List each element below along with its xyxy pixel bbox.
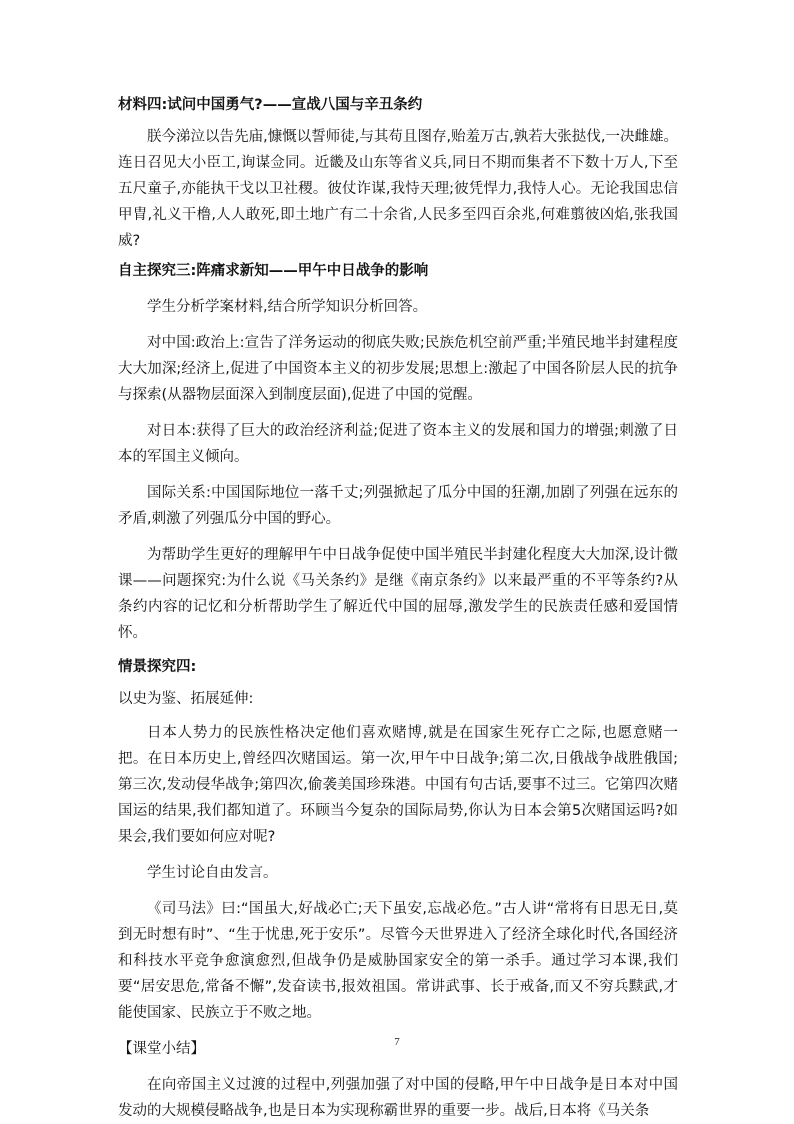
explore3-japan: 对日本:获得了巨大的政治经济利益;促进了资本主义的发展和国力的增强;刺激了日本的军国主义倾向。 — [118, 423, 678, 465]
scene4-heading: 情景探究四: — [118, 659, 197, 675]
page-number: 7 — [394, 1036, 400, 1048]
explore3-microclass: 为帮助学生更好的理解甲午中日战争促使中国半殖民半封建化程度大大加深,设计微课——问题探究:为什么说《马关条约》是继《南京条约》以来最严重的不平等条约?从条约内容的记忆和分析帮助学生了解近代中国的屈辱,激发学生的民族责任感和爱国情怀。 — [118, 547, 678, 641]
page-content — [118, 92, 678, 1124]
explore3-heading: 自主探究三:阵痛求新知——甲午中日战争的影响 — [118, 263, 429, 279]
summary-text: 在向帝国主义过渡的过程中,列强加强了对中国的侵略,甲午中日战争是日本对中国发动的大规模侵略战争,也是日本为实现称霸世界的重要一步。战后,日本将《马关条 — [118, 1077, 678, 1119]
material4-heading: 材料四:试问中国勇气?——宣战八国与辛丑条约 — [118, 97, 423, 113]
explore3-intl: 国际关系:中国国际地位一落千丈;列强掀起了瓜分中国的狂潮,加剧了列强在远东的矛盾,刺激了列强瓜分中国的野心。 — [118, 485, 678, 527]
scene4-quote: 《司马法》曰:“国虽大,好战必亡;天下虽安,忘战必危。”古人讲“常将有日思无日,莫到无时想有时”、“生于忧患,死于安乐”。尽管今天世界进入了经济全球化时代,各国经济和科技水平竞争愈演愈烈,但战争仍是威胁国家安全的第一杀手。通过学习本课,我们要“居安思危,常备不懈”,发奋读书,报效祖国。常讲武事、长于戒备,而又不穷兵黩武,才能使国家、民族立于不败之地。 — [118, 901, 678, 1021]
scene4-discussion: 学生讨论自由发言。 — [147, 865, 278, 881]
explore3-intro: 学生分析学案材料,结合所学知识分析回答。 — [147, 299, 428, 315]
summary-heading: 【课堂小结】 — [118, 1041, 205, 1057]
explore3-china: 对中国:政治上:宣告了洋务运动的彻底失败;民族危机空前严重;半殖民地半封建程度大大加深;经济上,促进了中国资本主义的初步发展;思想上:激起了中国各阶层人民的抗争与探索(从器物层面深入到制度层面),促进了中国的觉醒。 — [118, 335, 678, 403]
material4-text: 朕今涕泣以告先庙,慷慨以誓师徒,与其苟且图存,贻羞万古,孰若大张挞伐,一决雌雄。连日召见大小臣工,询谋佥同。近畿及山东等省义兵,同日不期而集者不下数十万人,下至五尺童子,亦能执干戈以卫社稷。彼仗诈谋,我恃天理;彼凭悍力,我恃人心。无论我国忠信甲胄,礼义干橹,人人敢死,即土地广有二十余省,人民多至四百余兆,何难翦彼凶焰,张我国威? — [118, 129, 678, 249]
scene4-subheading: 以史为鉴、拓展延伸: — [118, 691, 254, 707]
scene4-text: 日本人势力的民族性格决定他们喜欢赌博,就是在国家生死存亡之际,也愿意赌一把。在日本历史上,曾经四次赌国运。第一次,甲午中日战争;第二次,日俄战争战胜俄国;第三次,发动侵华战争;第四次,偷袭美国珍珠港。中国有句古话,要事不过三。它第四次赌国运的结果,我们都知道了。环顾当今复杂的国际局势,你认为日本会第5次赌国运吗?如果会,我们要如何应对呢? — [118, 725, 678, 845]
